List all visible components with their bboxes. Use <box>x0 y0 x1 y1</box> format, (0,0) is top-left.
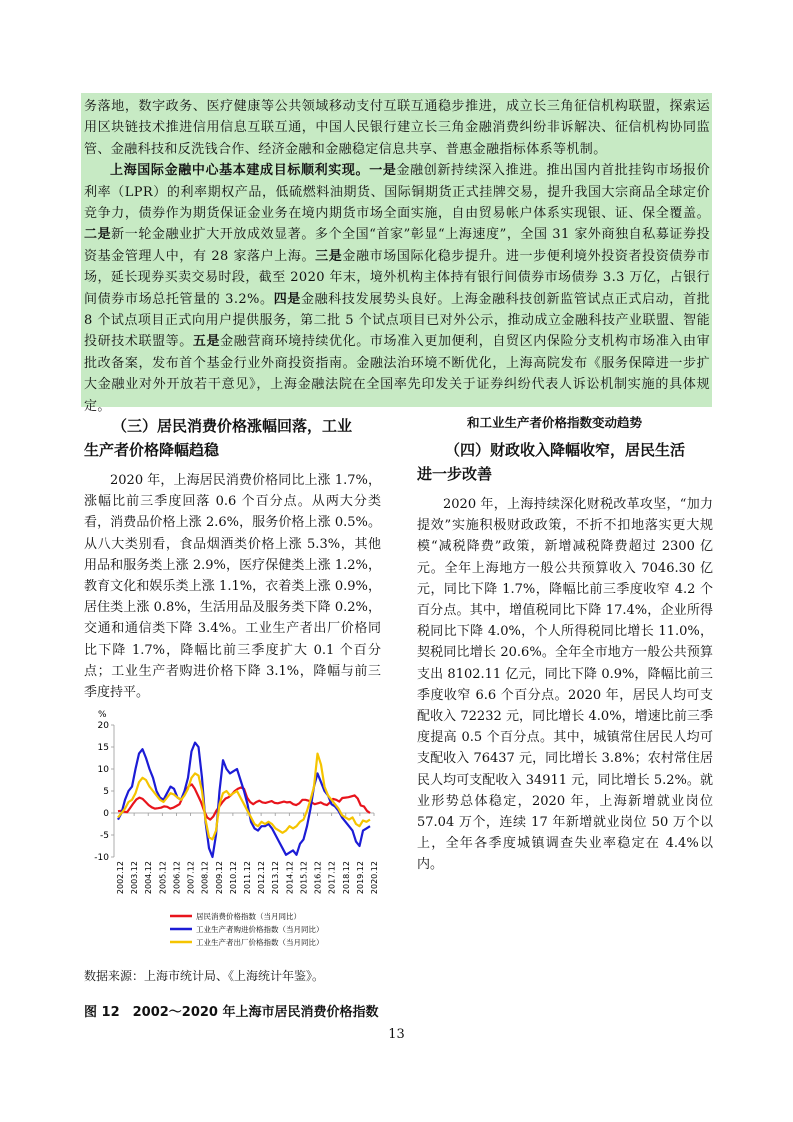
legend-label-purchase: 工业生产者购进价格指数（当月同比） <box>196 925 324 934</box>
x-tick-label: 2005.12 <box>158 861 168 895</box>
section-heading-fiscal <box>417 438 713 486</box>
x-tick-label: 2012.12 <box>257 861 267 895</box>
x-tick-label: 2020.12 <box>370 861 379 895</box>
prices-paragraph: 2020 年，上海居民消费价格同比上涨 1.7%，涨幅比前三季度回落 0.6 个百分点。从两大分类看，消费品价格上涨 2.6%，服务价格上涨 0.5%。从八大类别看，食品烟酒类价格上涨 5.3%，其他用品和服务类上涨 2.9%，医疗保健类上涨 1.2%，教育文化和娱乐类上涨 1.1%，衣着类上涨 0.9%，居住类上涨 0.8%，生活用品及服务类下降 0.2%，交通和通信类下降 3.4%。工业生产者出厂价格同比下降 1.7%，降幅比前三季度扩大 0.1 个百分点；工业生产者购进价格下降 3.1%，降幅与前三季度持平。 <box>84 473 381 701</box>
x-tick-label: 2009.12 <box>214 861 224 895</box>
point-four-label: 四是 <box>273 291 301 307</box>
point-two-label: 二是 <box>84 227 112 243</box>
x-tick-label: 2010.12 <box>228 861 238 895</box>
x-tick-label: 2008.12 <box>200 861 210 895</box>
figure-caption: 图 12 2002～2020 年上海市居民消费价格指数 <box>84 1005 379 1020</box>
top-section <box>84 96 710 417</box>
right-column <box>417 414 713 876</box>
lead-sentence: 上海国际金融中心基本建成目标顺利实现。一是 <box>110 163 397 179</box>
data-source: 数据来源：上海市统计局、《上海统计年鉴》。 <box>84 969 325 983</box>
price-index-chart <box>84 705 384 955</box>
x-tick-label: 2011.12 <box>243 861 252 895</box>
x-tick-label: 2006.12 <box>172 861 182 895</box>
point-two: 新一轮金融业扩大开放成效显著。多个全国“首家”彰显“上海速度”，全国 31 家外商独自私募证券投资基金管理人中，有 28 家落户上海。 <box>84 227 710 264</box>
x-tick-label: 2014.12 <box>285 861 295 895</box>
point-four: 金融科技发展势头良好。上海金融科技创新监管试点正式启动，首批 8 个试点项目正式向用户提供服务，第二批 5 个试点项目已对外公示，推动成立金融科技产业联盟、智能投研技术联盟等。 <box>84 291 710 350</box>
paragraph-yangtze-delta: 务落地，数字政务、医疗健康等公共领域移动支付互联互通稳步推进，成立长三角征信机构联盟，探索运用区块链技术推进信用信息互联互通，中国人民银行建立长三角金融消费纠纷非诉解决、征信机构协同监管、金融科技和反洗钱合作、经济金融和金融稳定信息共享、普惠金融指标体系等机制。 <box>84 99 710 157</box>
fiscal-paragraph: 2020 年，上海持续深化财税改革攻坚，“加力提效”实施积极财政政策，不折不扣地落实更大规模“减税降费”政策，新增减税降费超过 2300 亿元。全年上海地方一般公共预算收入 7046.30 亿元，同比下降 1.7%，降幅比前三季度收窄 4.2 个百分点。其中，增值税同比下降 17.4%，企业所得税同比下降 4.0%，个人所得税同比增长 11.0%，契税同比增长 20.6%。全年全市地方一般公共预算支出 8102.11 亿元，同比下降 0.9%，降幅比前三季度收窄 6.6 个百分点。2020 年，居民人均可支配收入 72232 元，同比增长 4.0%，增速比前三季度提高 0.5 个百分点。其中，城镇常住居民人均可支配收入 76437 元，同比增长 3.8%；农村常住居民人均可支配收入 34911 元，同比增长 5.2%。就业形势总体稳定，2020 年，上海新增就业岗位 57.04 万个，连续 17 年新增就业岗位 50 万个以上，全年各季度城镇调查失业率稳定在 4.4%以内。 <box>417 497 713 873</box>
x-tick-label: 2018.12 <box>341 861 351 895</box>
point-five: 金融营商环境持续优化。市场准入更加便利，自贸区内保险分支机构市场准入由审批改备案，发布首个基金行业外商投资指南。金融法治环境不断优化，上海高院发布《服务保障进一步扩大金融业对外开放若干意见》，上海金融法院在全国率先印发关于证券纠纷代表人诉讼机制实施的具体规定。 <box>84 334 710 414</box>
figure-caption-continued: 和工业生产者价格指数变动趋势 <box>467 415 643 430</box>
y-tick-label: -10 <box>94 853 109 863</box>
left-column <box>84 414 381 703</box>
page-number: 13 <box>388 1027 405 1042</box>
section-heading-prices <box>84 414 381 462</box>
x-tick-label: 2015.12 <box>299 861 309 895</box>
y-tick-label: 0 <box>103 809 109 819</box>
x-tick-label: 2004.12 <box>144 861 154 895</box>
heading-line-1: （四）财政收入降幅收窄，居民生活 <box>445 441 686 459</box>
y-tick-label: 10 <box>97 765 109 775</box>
heading-line-2: 进一步改善 <box>417 465 493 483</box>
x-tick-label: 2003.12 <box>130 861 140 895</box>
heading-line-2: 生产者价格降幅趋稳 <box>84 441 220 459</box>
y-unit-label: % <box>98 710 107 720</box>
legend-label-cpi: 居民消费价格指数（当月同比） <box>196 912 301 921</box>
point-one: 金融创新持续深入推进。推出国内首批挂钩市场报价利率（LPR）的利率期权产品，低硫燃料油期货、国际铜期货正式挂牌交易，提升我国大宗商品全球定价竞争力，债券作为期货保证金业务在境内期货市场全面实施，自由贸易帐户体系实现银、证、保全覆盖。 <box>84 163 711 222</box>
point-three: 金融市场国际化稳步提升。进一步便利境外投资者投资债券市场，延长现券买卖交易时段，截至 2020 年末，境外机构主体持有银行间债券市场债券 3.3 万亿，占银行间债券市场总托管量的 3.2%。 <box>84 248 710 307</box>
x-tick-label: 2016.12 <box>313 861 323 895</box>
chart-svg <box>84 705 384 955</box>
point-five-label: 五是 <box>192 334 221 350</box>
legend-label-ex_factory: 工业生产者出厂价格指数（当月同比） <box>196 938 324 947</box>
heading-line-1: （三）居民消费价格涨幅回落，工业 <box>112 417 353 435</box>
series-line-ex_factory <box>118 754 370 840</box>
y-tick-label: -5 <box>100 831 109 841</box>
y-tick-label: 20 <box>97 721 109 731</box>
paragraph-financial-center <box>84 160 710 417</box>
y-tick-label: 15 <box>97 743 109 753</box>
point-three-label: 三是 <box>315 248 343 264</box>
y-tick-label: 5 <box>103 787 109 797</box>
x-tick-label: 2017.12 <box>327 861 337 895</box>
x-tick-label: 2019.12 <box>355 861 365 895</box>
x-tick-label: 2002.12 <box>116 861 125 895</box>
x-tick-label: 2013.12 <box>271 861 281 895</box>
x-tick-label: 2007.12 <box>186 861 196 895</box>
